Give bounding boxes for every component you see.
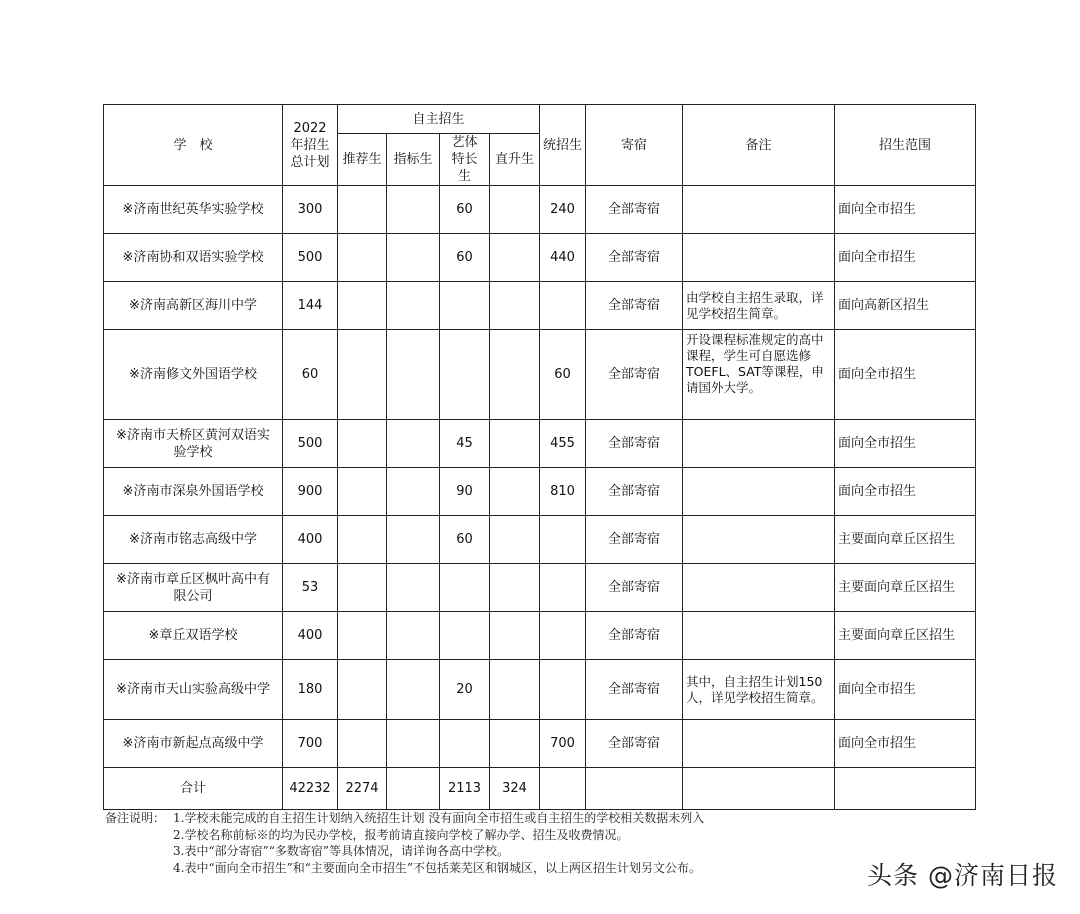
table-row [104,612,976,660]
cell-recommended [338,720,387,768]
total-row [104,768,976,810]
cell-boarding: 全部寄宿 [586,420,683,468]
cell-art-sport [440,282,490,330]
cell-plan-total: 400 [283,516,338,564]
cell-unified: 700 [540,720,586,768]
cell-boarding: 全部寄宿 [586,234,683,282]
cell-plan-total: 53 [283,564,338,612]
footnote-2 [105,827,865,844]
col-header-school: 学 校 [104,105,283,186]
footnote-lead: 备注说明： [105,811,166,825]
cell-recommended [338,420,387,468]
cell-scope: 主要面向章丘区招生 [835,564,976,612]
cell-school-name: ※济南市新起点高级中学 [104,720,283,768]
cell-quota [387,282,440,330]
cell-quota [387,234,440,282]
cell-unified: 60 [540,330,586,420]
table-row [104,516,976,564]
cell-remarks [683,720,835,768]
col-header-quota: 指标生 [387,134,440,186]
cell-direct [490,282,540,330]
total-recommended: 2274 [338,768,387,810]
cell-plan-total: 180 [283,660,338,720]
footnotes [105,810,865,876]
cell-plan-total: 300 [283,186,338,234]
table-body [104,186,976,768]
col-header-recommended: 推荐生 [338,134,387,186]
cell-art-sport: 90 [440,468,490,516]
table-row [104,468,976,516]
footnote-4 [105,860,865,877]
cell-direct [490,564,540,612]
col-header-self-recruit: 自主招生 [338,105,540,134]
cell-boarding: 全部寄宿 [586,330,683,420]
cell-direct [490,720,540,768]
cell-plan-total: 500 [283,420,338,468]
cell-recommended [338,468,387,516]
cell-art-sport [440,720,490,768]
total-unified [540,768,586,810]
total-scope [835,768,976,810]
cell-boarding: 全部寄宿 [586,660,683,720]
cell-quota [387,420,440,468]
cell-direct [490,330,540,420]
cell-unified: 440 [540,234,586,282]
cell-remarks [683,612,835,660]
cell-quota [387,612,440,660]
cell-school-name: ※济南协和双语实验学校 [104,234,283,282]
total-label: 合计 [104,768,283,810]
col-header-scope: 招生范围 [835,105,976,186]
cell-unified: 240 [540,186,586,234]
cell-unified [540,612,586,660]
cell-scope: 面向全市招生 [835,720,976,768]
cell-school-name: ※济南市章丘区枫叶高中有限公司 [104,564,283,612]
cell-recommended [338,186,387,234]
cell-scope: 面向全市招生 [835,330,976,420]
cell-boarding: 全部寄宿 [586,186,683,234]
total-plan: 42232 [283,768,338,810]
cell-unified [540,516,586,564]
cell-recommended [338,234,387,282]
footnote-text: 3.表中“部分寄宿”“多数寄宿”等具体情况，请详询各高中学校。 [173,844,509,858]
cell-quota [387,468,440,516]
cell-direct [490,234,540,282]
cell-school-name: ※章丘双语学校 [104,612,283,660]
col-header-unified: 统招生 [540,105,586,186]
table-row [104,186,976,234]
cell-boarding: 全部寄宿 [586,282,683,330]
cell-scope: 面向全市招生 [835,186,976,234]
cell-art-sport: 60 [440,234,490,282]
cell-plan-total: 144 [283,282,338,330]
cell-boarding: 全部寄宿 [586,516,683,564]
cell-school-name: ※济南高新区海川中学 [104,282,283,330]
cell-scope: 面向全市招生 [835,468,976,516]
cell-plan-total: 700 [283,720,338,768]
cell-quota [387,186,440,234]
cell-remarks [683,516,835,564]
cell-recommended [338,612,387,660]
table-row [104,282,976,330]
footnote-1 [105,810,865,827]
cell-plan-total: 60 [283,330,338,420]
col-header-art-sport: 艺体特长生 [440,134,490,186]
cell-unified [540,282,586,330]
cell-scope: 面向高新区招生 [835,282,976,330]
cell-school-name: ※济南市深泉外国语学校 [104,468,283,516]
cell-direct [490,468,540,516]
col-header-plan-total: 2022年招生总计划 [283,105,338,186]
table-row [104,720,976,768]
cell-scope: 面向全市招生 [835,420,976,468]
cell-scope: 主要面向章丘区招生 [835,516,976,564]
total-remarks [683,768,835,810]
total-boarding [586,768,683,810]
cell-unified [540,660,586,720]
cell-remarks [683,186,835,234]
cell-art-sport [440,330,490,420]
cell-boarding: 全部寄宿 [586,612,683,660]
cell-quota [387,330,440,420]
cell-art-sport: 60 [440,186,490,234]
cell-plan-total: 500 [283,234,338,282]
col-header-remarks: 备注 [683,105,835,186]
cell-recommended [338,564,387,612]
cell-remarks: 由学校自主招生录取，详见学校招生简章。 [683,282,835,330]
cell-remarks: 其中，自主招生计划150人，详见学校招生简章。 [683,660,835,720]
watermark-text: 头条 @济南日报 [867,861,1058,890]
footnote-3 [105,843,865,860]
cell-quota [387,660,440,720]
table-row [104,330,976,420]
cell-art-sport: 20 [440,660,490,720]
cell-school-name: ※济南市铭志高级中学 [104,516,283,564]
cell-boarding: 全部寄宿 [586,468,683,516]
cell-remarks [683,564,835,612]
cell-plan-total: 400 [283,612,338,660]
cell-remarks [683,468,835,516]
table-row [104,234,976,282]
cell-boarding: 全部寄宿 [586,564,683,612]
footnote-text: 1.学校未能完成的自主招生计划纳入统招生计划 没有面向全市招生或自主招生的学校相关数据未列入 [173,811,705,825]
cell-quota [387,564,440,612]
table-row [104,660,976,720]
cell-direct [490,612,540,660]
cell-recommended [338,660,387,720]
cell-scope: 面向全市招生 [835,234,976,282]
cell-scope: 主要面向章丘区招生 [835,612,976,660]
cell-school-name: ※济南市天山实验高级中学 [104,660,283,720]
cell-school-name: ※济南市天桥区黄河双语实验学校 [104,420,283,468]
cell-direct [490,186,540,234]
cell-direct [490,660,540,720]
table-row [104,420,976,468]
header-row-1 [104,105,976,134]
col-header-boarding: 寄宿 [586,105,683,186]
cell-unified: 810 [540,468,586,516]
cell-recommended [338,330,387,420]
cell-school-name: ※济南修文外国语学校 [104,330,283,420]
cell-remarks: 开设课程标准规定的高中课程，学生可自愿选修TOEFL、SAT等课程，申请国外大学。 [683,330,835,420]
cell-remarks [683,420,835,468]
cell-quota [387,516,440,564]
cell-unified: 455 [540,420,586,468]
cell-boarding: 全部寄宿 [586,720,683,768]
cell-direct [490,420,540,468]
total-art-sport: 2113 [440,768,490,810]
cell-school-name: ※济南世纪英华实验学校 [104,186,283,234]
cell-art-sport [440,612,490,660]
cell-art-sport: 60 [440,516,490,564]
total-direct: 324 [490,768,540,810]
total-quota [387,768,440,810]
cell-plan-total: 900 [283,468,338,516]
footnote-text: 4.表中“面向全市招生”和“主要面向全市招生”不包括莱芜区和钢城区，以上两区招生计划另文公布。 [173,860,701,875]
cell-recommended [338,282,387,330]
cell-art-sport [440,564,490,612]
cell-direct [490,516,540,564]
cell-quota [387,720,440,768]
footnote-text: 2.学校名称前标※的均为民办学校，报考前请直接向学校了解办学、招生及收费情况。 [173,827,629,842]
table-row [104,564,976,612]
col-header-direct: 直升生 [490,134,540,186]
admission-plan-table [103,104,976,810]
cell-recommended [338,516,387,564]
cell-art-sport: 45 [440,420,490,468]
cell-scope: 面向全市招生 [835,660,976,720]
cell-unified [540,564,586,612]
cell-remarks [683,234,835,282]
